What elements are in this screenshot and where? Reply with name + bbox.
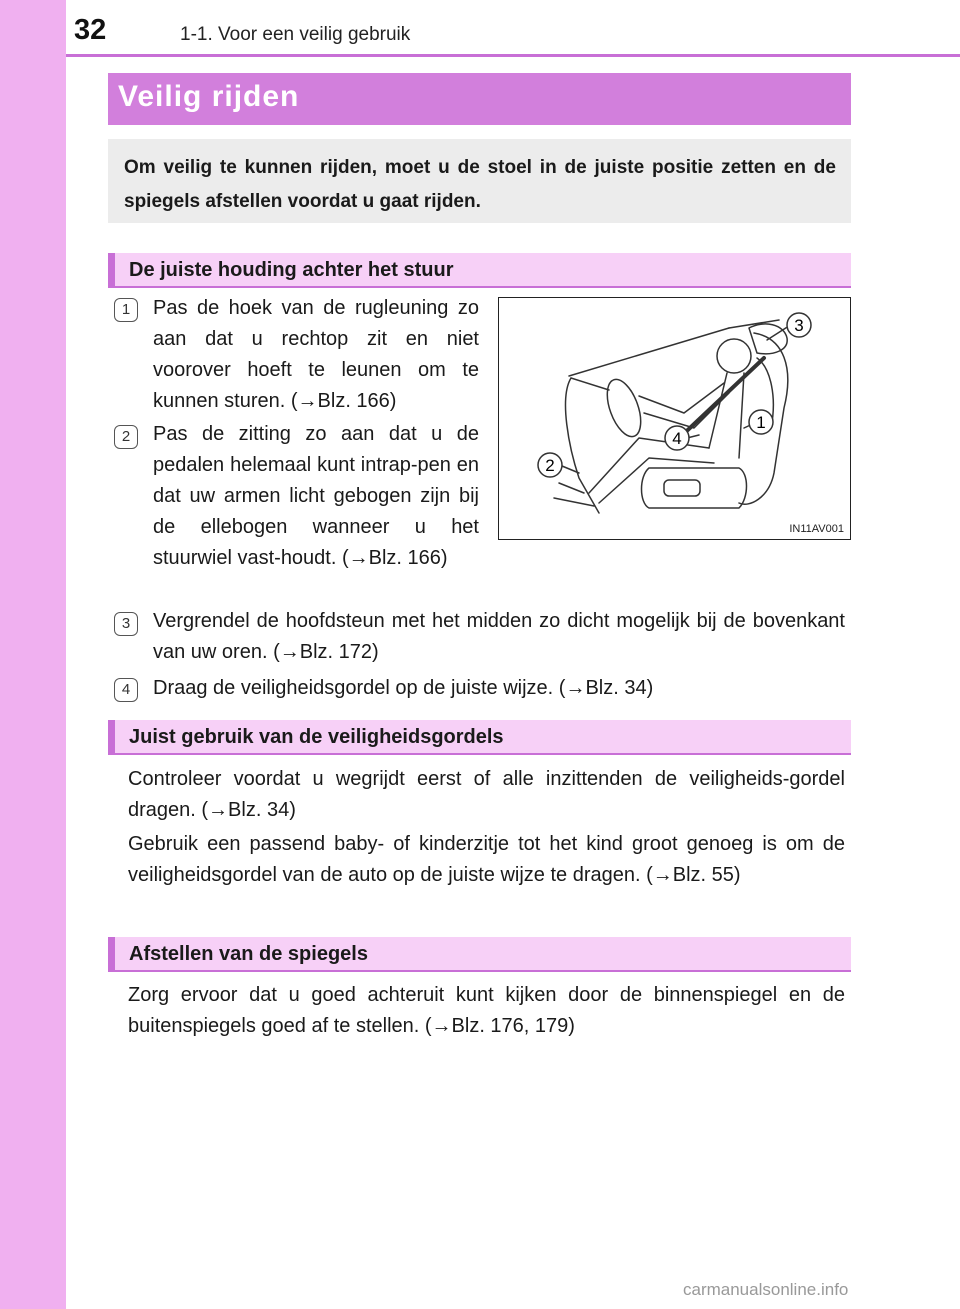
step-badge-4: 4 — [114, 678, 138, 702]
breadcrumb: 1-1. Voor een veilig gebruik — [180, 24, 411, 45]
step-badge-3: 3 — [114, 612, 138, 636]
seat-cushion — [642, 468, 747, 508]
callout-4-label: 4 — [672, 429, 682, 448]
section-heading-label: Juist gebruik van de veiligheidsgordels — [129, 726, 504, 748]
section-heading-seatbelt-use — [108, 720, 851, 755]
seatbelt-paragraph-1: Controleer voordat u wegrijdt eerst of alle inzittenden de veiligheids-gordel dragen. (→Blz. 34) — [128, 768, 845, 821]
steering-wheel — [601, 375, 648, 441]
seatbelt-paragraph-2: Gebruik een passend baby- of kinderzitje tot het kind groot genoeg is om de veiligheidsgordel van de auto op de juiste wijze te dragen. (→Blz. 55) — [128, 833, 845, 886]
section-heading-mirrors — [108, 937, 851, 972]
intro-text: Om veilig te kunnen rijden, moet u de stoel in de juiste positie zetten en de spiegels afstellen voordat u gaat rijden. — [124, 157, 836, 212]
step-badge-2: 2 — [114, 425, 138, 449]
header-divider — [66, 54, 960, 57]
posture-line-drawing — [499, 298, 849, 538]
step-text-3: Vergrendel de hoofdsteun met het midden zo dicht mogelijk bij de bovenkant van uw oren. (→Blz. 172) — [153, 610, 845, 663]
section-heading-label: De juiste houding achter het stuur — [129, 259, 454, 281]
callout-1-label: 1 — [756, 413, 766, 432]
driver-leg — [589, 438, 709, 493]
mirrors-paragraph: Zorg ervoor dat u goed achteruit kunt kijken door de binnenspiegel en de buitenspiegels goed af te stellen. (→Blz. 176, 179) — [128, 984, 845, 1037]
section-heading-driving-posture — [108, 253, 851, 288]
callout-2-label: 2 — [545, 456, 555, 475]
step-text-2: Pas de zitting zo aan dat u de pedalen helemaal kunt intrap-pen en dat uw armen licht gebogen zijn bij de ellebogen wanneer u het stuurwiel vast-houdt. (→Blz. 166) — [153, 423, 479, 569]
windshield-line — [569, 328, 729, 376]
figure-code: IN11AV001 — [789, 523, 844, 535]
section-heading-label: Afstellen van de spiegels — [129, 943, 368, 965]
watermark: carmanualsonline.info — [683, 1280, 849, 1299]
page-title: Veilig rijden — [118, 80, 300, 113]
seatbelt — [674, 358, 764, 443]
seat-control — [664, 480, 700, 496]
driver-head — [717, 339, 751, 373]
step-text-1: Pas de hoek van de rugleuning zo aan dat u rechtop zit en niet voorover hoeft te leunen om te kunnen sturen. (→Blz. 166) — [153, 297, 479, 412]
driving-posture-illustration — [498, 297, 851, 540]
side-tab-strip — [0, 0, 66, 1309]
callout-3-label: 3 — [794, 316, 804, 335]
step-badge-1: 1 — [114, 298, 138, 322]
step-text-4: Draag de veiligheidsgordel op de juiste wijze. (→Blz. 34) — [153, 677, 654, 699]
page-number: 32 — [74, 14, 107, 46]
